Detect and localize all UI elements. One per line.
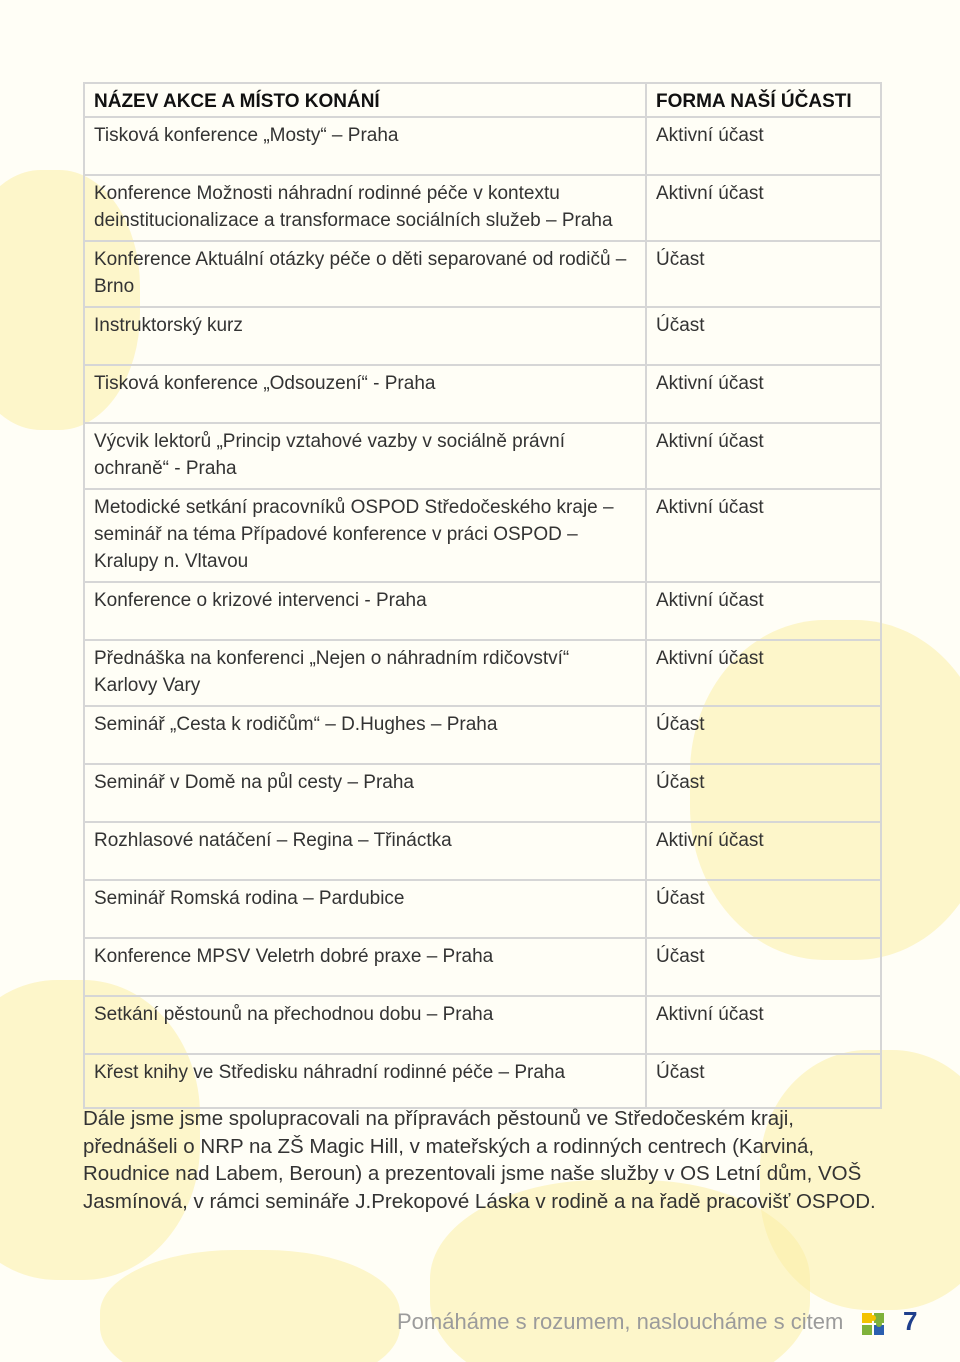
table-row <box>84 582 881 640</box>
participation-form: Účast <box>646 1054 881 1108</box>
table-row <box>84 1054 881 1108</box>
table-row <box>84 764 881 822</box>
participation-form: Aktivní účast <box>646 365 881 423</box>
event-name: Konference Aktuální otázky péče o děti separované od rodičů – Brno <box>84 241 646 307</box>
participation-form: Účast <box>646 938 881 996</box>
event-name: Seminář v Domě na půl cesty – Praha <box>84 764 646 822</box>
table-row <box>84 880 881 938</box>
participation-form: Účast <box>646 307 881 365</box>
table-row <box>84 241 881 307</box>
table-header-row <box>84 83 881 117</box>
participation-form: Aktivní účast <box>646 489 881 582</box>
event-name: Tisková konference „Mosty“ – Praha <box>84 117 646 175</box>
table-row <box>84 706 881 764</box>
event-name: Křest knihy ve Středisku náhradní rodinné péče – Praha <box>84 1054 646 1108</box>
table-row <box>84 307 881 365</box>
participation-form: Aktivní účast <box>646 582 881 640</box>
participation-form: Účast <box>646 706 881 764</box>
participation-form: Aktivní účast <box>646 175 881 241</box>
page-number: 7 <box>903 1306 918 1336</box>
event-name: Tisková konference „Odsouzení“ - Praha <box>84 365 646 423</box>
event-name: Přednáška na konferenci „Nejen o náhradním rdičovství“ Karlovy Vary <box>84 640 646 706</box>
participation-form: Aktivní účast <box>646 822 881 880</box>
footer-slogan: Pomáháme s rozumem, nasloucháme s citem <box>397 1309 844 1334</box>
event-name: Seminář „Cesta k rodičům“ – D.Hughes – Praha <box>84 706 646 764</box>
participation-form: Aktivní účast <box>646 117 881 175</box>
event-name: Konference MPSV Veletrh dobré praxe – Praha <box>84 938 646 996</box>
table-row <box>84 640 881 706</box>
table-row <box>84 996 881 1054</box>
participation-form: Aktivní účast <box>646 423 881 489</box>
events-table <box>83 82 882 1109</box>
event-name: Konference o krizové intervenci - Praha <box>84 582 646 640</box>
table-row <box>84 175 881 241</box>
event-name: Setkání pěstounů na přechodnou dobu – Praha <box>84 996 646 1054</box>
event-name: Seminář Romská rodina – Pardubice <box>84 880 646 938</box>
event-name: Výcvik lektorů „Princip vztahové vazby v sociálně právní ochraně“ - Praha <box>84 423 646 489</box>
participation-form: Účast <box>646 764 881 822</box>
participation-form: Aktivní účast <box>646 996 881 1054</box>
event-name: Konference Možnosti náhradní rodinné péče v kontextu deinstitucionalizace a transformace sociálních služeb – Praha <box>84 175 646 241</box>
event-name: Rozhlasové natáčení – Regina – Třináctka <box>84 822 646 880</box>
table-row <box>84 117 881 175</box>
table-row <box>84 365 881 423</box>
table-row <box>84 822 881 880</box>
table-row <box>84 489 881 582</box>
participation-form: Aktivní účast <box>646 640 881 706</box>
summary-paragraph: Dále jsme jsme spolupracovali na přípravách pěstounů ve Středočeském kraji, přednášeli o NRP na ZŠ Magic Hill, v mateřských a rodinných centrech (Karviná, Roudnice nad Labem, Beroun) a prezentovali jsme naše služby v OS Letní dům, VOŠ Jasmínová, v rámci semináře J.Prekopové Láska v rodině a na řadě pracovišť OSPOD. <box>83 1107 876 1213</box>
column-header-form: FORMA NAŠÍ ÚČASTI <box>646 83 881 117</box>
table-row <box>84 423 881 489</box>
event-name: Metodické setkání pracovníků OSPOD Středočeského kraje – seminář na téma Případové konference v práci OSPOD – Kralupy n. Vltavou <box>84 489 646 582</box>
puzzle-logo-icon <box>862 1313 884 1335</box>
event-name: Instruktorský kurz <box>84 307 646 365</box>
participation-form: Účast <box>646 241 881 307</box>
table-row <box>84 938 881 996</box>
column-header-event: NÁZEV AKCE A MÍSTO KONÁNÍ <box>84 83 646 117</box>
participation-form: Účast <box>646 880 881 938</box>
